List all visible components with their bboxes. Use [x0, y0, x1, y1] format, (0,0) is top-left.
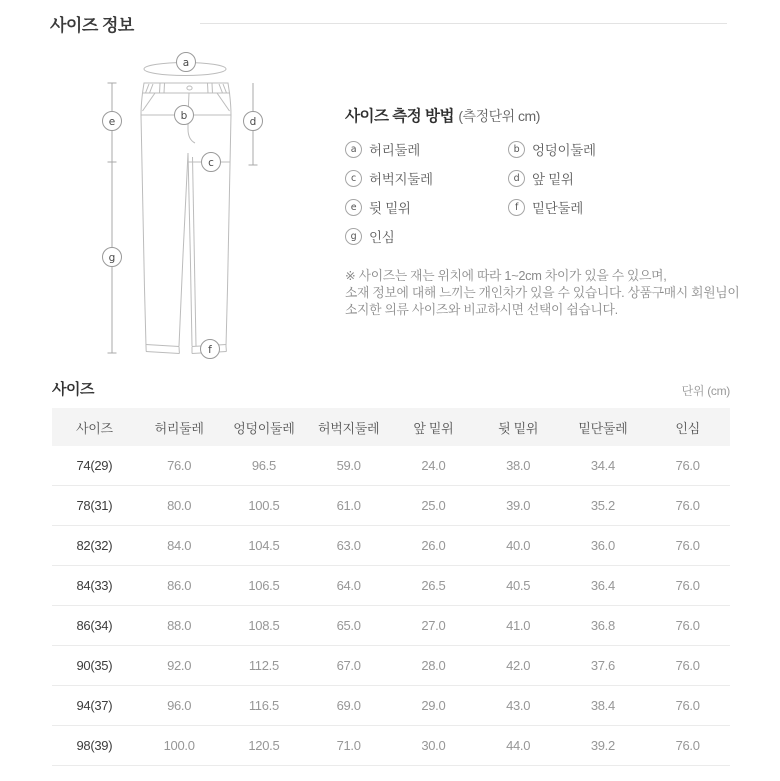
- column-header: 엉덩이둘레: [222, 408, 307, 446]
- value-cell: 36.8: [561, 606, 646, 646]
- table-row: [52, 686, 730, 726]
- value-cell: 116.5: [222, 686, 307, 726]
- size-cell: 98(39): [52, 726, 137, 766]
- value-cell: 104.5: [222, 526, 307, 566]
- value-cell: 42.0: [476, 646, 561, 686]
- measure-point-c: [202, 153, 221, 172]
- measure-method-unit: (측정단위 cm): [458, 108, 540, 124]
- measure-method-label: 뒷 밑위: [369, 201, 411, 216]
- size-note-line: 소재 정보에 대해 느끼는 개인차가 있을 수 있습니다. 상품구매시 회원님이: [345, 285, 740, 300]
- size-table-head: [52, 408, 730, 446]
- value-cell: 38.4: [561, 686, 646, 726]
- size-cell: 84(33): [52, 566, 137, 606]
- value-cell: 76.0: [645, 646, 730, 686]
- svg-text:c: c: [208, 156, 214, 169]
- table-row: [52, 606, 730, 646]
- size-table-title: 사이즈: [52, 381, 94, 398]
- value-cell: 76.0: [645, 686, 730, 726]
- size-cell: 86(34): [52, 606, 137, 646]
- size-cell: 74(29): [52, 446, 137, 486]
- svg-text:f: f: [208, 343, 212, 356]
- table-row: [52, 446, 730, 486]
- svg-text:g: g: [108, 251, 116, 264]
- size-table-header: [52, 408, 730, 446]
- value-cell: 76.0: [137, 446, 222, 486]
- measure-method-list: [345, 139, 750, 246]
- circled-letter-icon: b: [508, 141, 525, 158]
- value-cell: 39.2: [561, 726, 646, 766]
- size-cell: 78(31): [52, 486, 137, 526]
- measure-point-g: [103, 248, 122, 267]
- value-cell: 80.0: [137, 486, 222, 526]
- value-cell: 76.0: [645, 606, 730, 646]
- value-cell: 25.0: [391, 486, 476, 526]
- measure-method-label: 밑단둘레: [532, 201, 583, 216]
- circled-letter-icon: c: [345, 170, 362, 187]
- measure-method-label: 앞 밑위: [532, 172, 574, 187]
- size-table-body: [52, 446, 730, 766]
- svg-text:a: a: [182, 56, 190, 69]
- value-cell: 34.4: [561, 446, 646, 486]
- size-note: [345, 267, 750, 318]
- value-cell: 76.0: [645, 486, 730, 526]
- value-cell: 43.0: [476, 686, 561, 726]
- measure-method-label: 인심: [369, 230, 395, 245]
- size-cell: 82(32): [52, 526, 137, 566]
- column-header: 앞 밑위: [391, 408, 476, 446]
- measure-method-item-a: [345, 139, 508, 159]
- size-table-section: [52, 378, 730, 766]
- column-header: 뒷 밑위: [476, 408, 561, 446]
- value-cell: 39.0: [476, 486, 561, 526]
- value-cell: 40.0: [476, 526, 561, 566]
- circled-letter-icon: e: [345, 199, 362, 216]
- table-row: [52, 646, 730, 686]
- value-cell: 29.0: [391, 686, 476, 726]
- value-cell: 59.0: [306, 446, 391, 486]
- value-cell: 100.5: [222, 486, 307, 526]
- value-cell: 120.5: [222, 726, 307, 766]
- value-cell: 96.0: [137, 686, 222, 726]
- value-cell: 71.0: [306, 726, 391, 766]
- table-row: [52, 526, 730, 566]
- measure-method-item-e: [345, 197, 508, 217]
- value-cell: 76.0: [645, 446, 730, 486]
- value-cell: 26.5: [391, 566, 476, 606]
- value-cell: 36.0: [561, 526, 646, 566]
- measure-point-b: [175, 106, 194, 125]
- size-note-line: ※ 사이즈는 재는 위치에 따라 1~2cm 차이가 있을 수 있으며,: [345, 268, 667, 283]
- value-cell: 112.5: [222, 646, 307, 686]
- value-cell: 92.0: [137, 646, 222, 686]
- value-cell: 86.0: [137, 566, 222, 606]
- value-cell: 96.5: [222, 446, 307, 486]
- value-cell: 76.0: [645, 726, 730, 766]
- measure-method-item-b: [508, 139, 750, 159]
- column-header: 밑단둘레: [561, 408, 646, 446]
- circled-letter-icon: f: [508, 199, 525, 216]
- size-cell: 94(37): [52, 686, 137, 726]
- measure-method-heading: [345, 104, 750, 126]
- table-row: [52, 486, 730, 526]
- measure-method-item-d: [508, 168, 750, 188]
- value-cell: 108.5: [222, 606, 307, 646]
- measure-point-f: [201, 340, 220, 359]
- measure-method-label: 허리둘레: [369, 143, 420, 158]
- measure-method-title: 사이즈 측정 방법: [345, 108, 454, 125]
- circled-letter-icon: a: [345, 141, 362, 158]
- value-cell: 44.0: [476, 726, 561, 766]
- measure-point-d: [244, 112, 263, 131]
- value-cell: 65.0: [306, 606, 391, 646]
- table-row: [52, 726, 730, 766]
- value-cell: 36.4: [561, 566, 646, 606]
- value-cell: 28.0: [391, 646, 476, 686]
- value-cell: 24.0: [391, 446, 476, 486]
- measure-point-a: [177, 53, 196, 72]
- size-cell: 90(35): [52, 646, 137, 686]
- value-cell: 30.0: [391, 726, 476, 766]
- value-cell: 35.2: [561, 486, 646, 526]
- value-cell: 27.0: [391, 606, 476, 646]
- size-table: [52, 408, 730, 766]
- value-cell: 84.0: [137, 526, 222, 566]
- pants-diagram: [85, 45, 345, 377]
- value-cell: 61.0: [306, 486, 391, 526]
- page-title: 사이즈 정보: [50, 16, 134, 35]
- size-note-line: 소지한 의류 사이즈와 비교하시면 선택이 쉽습니다.: [345, 302, 618, 317]
- size-table-unit-label: 단위 (cm): [681, 384, 730, 398]
- value-cell: 38.0: [476, 446, 561, 486]
- pants-diagram-svg: [85, 45, 345, 377]
- table-row: [52, 566, 730, 606]
- value-cell: 106.5: [222, 566, 307, 606]
- column-header: 인심: [645, 408, 730, 446]
- value-cell: 76.0: [645, 566, 730, 606]
- measure-point-labels: [103, 53, 263, 359]
- svg-text:d: d: [249, 115, 257, 128]
- svg-text:b: b: [180, 109, 188, 122]
- circled-letter-icon: g: [345, 228, 362, 245]
- value-cell: 63.0: [306, 526, 391, 566]
- value-cell: 69.0: [306, 686, 391, 726]
- measure-method-item-g: [345, 226, 508, 246]
- measure-method-label: 허벅지둘레: [369, 172, 433, 187]
- measure-method-item-c: [345, 168, 508, 188]
- size-table-header-row: [52, 378, 730, 399]
- value-cell: 41.0: [476, 606, 561, 646]
- value-cell: 76.0: [645, 526, 730, 566]
- value-cell: 67.0: [306, 646, 391, 686]
- circled-letter-icon: d: [508, 170, 525, 187]
- value-cell: 40.5: [476, 566, 561, 606]
- column-header: 허리둘레: [137, 408, 222, 446]
- column-header: 사이즈: [52, 408, 137, 446]
- value-cell: 26.0: [391, 526, 476, 566]
- value-cell: 88.0: [137, 606, 222, 646]
- value-cell: 64.0: [306, 566, 391, 606]
- measure-method-section: [345, 104, 750, 318]
- title-divider: [200, 23, 727, 24]
- measure-method-label: 엉덩이둘레: [532, 143, 596, 158]
- value-cell: 37.6: [561, 646, 646, 686]
- value-cell: 100.0: [137, 726, 222, 766]
- column-header: 허벅지둘레: [306, 408, 391, 446]
- svg-text:e: e: [108, 115, 116, 128]
- measure-point-e: [103, 112, 122, 131]
- measure-method-item-f: [508, 197, 750, 217]
